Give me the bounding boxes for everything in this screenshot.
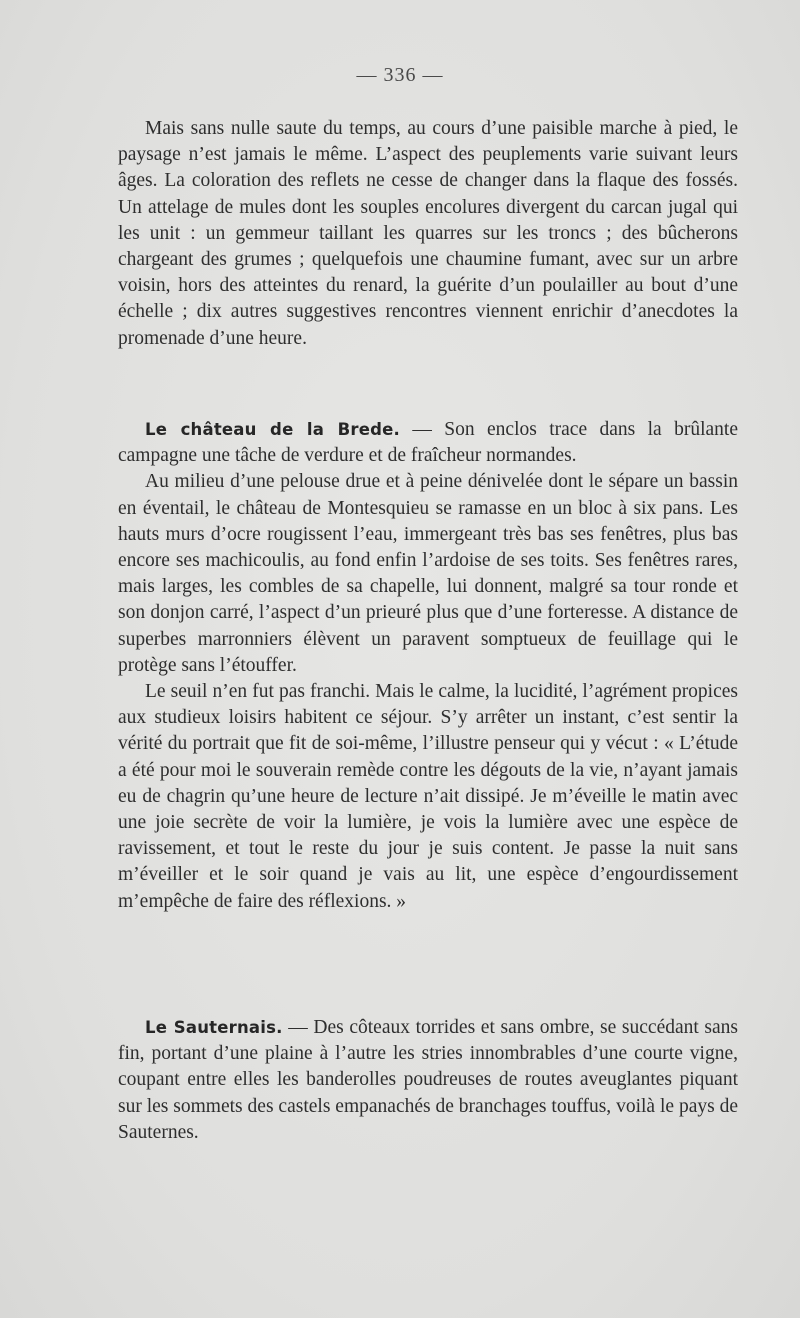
sauternais-text: — Des côteaux torrides et sans ombre, se succédant sans fin, portant d’une plaine à l’autre les stries innombrables d’une courte vigne, coupant entre elles les banderolles poudreuses de routes aveuglantes piquant sur les sommets des castels empanachés de branchages touffus, voilà le pays de Sauternes. — [118, 1017, 739, 1143]
page-number: — 336 — — [356, 64, 444, 86]
text-block-intro — [118, 116, 738, 352]
paragraph-chateau: Au milieu d’une pelouse drue et à peine dénivelée dont le sépare un bassin en éventail, le château de Montesquieu se ramasse en un bloc à six pans. Les hauts murs d’ocre rougissent l’eau, immergeant très bas ses fenêtres, plus bas encore ses machicoulis, au fond enfin l’ardoise de ses toits. Ses fenêtres rares, mais larges, les combles de sa chapelle, lui donnent, malgré sa tour ronde et son donjon carré, l’aspect d’un prieuré plus que d’une forteresse. A distance de superbes marronniers élèvent un paravent somptueux de feuillage qui le protège sans l’étouffer. — [118, 471, 738, 676]
section-brede — [118, 417, 738, 915]
section-heading-brede: Le château de la Brede. — [145, 420, 400, 439]
paragraph-montesquieu: Le seuil n’en fut pas franchi. Mais le calme, la lucidité, l’agrément propices aux studieux loisirs habitent ce séjour. S’y arrêter un instant, c’est sentir la vérité du portrait que fit de soi-même, l’illustre penseur qui y vécut : « L’étude a été pour moi le souverain remède contre les dégouts de la vie, n’ayant jamais eu de chagrin qu’une heure de lecture n’ait dissipé. Je m’éveille le matin avec une joie secrète de voir la lumière, je vois la lumière avec une espèce de ravissement, et tout le reste du jour je suis content. Je passe la nuit sans m’éveiller et le soir quand je vais au lit, une espèce d’engourdissement m’empêche de faire des réflexions. » — [118, 681, 738, 912]
section-sauternais — [118, 1015, 738, 1146]
paragraph-sauternais — [118, 1015, 738, 1146]
brede-lead-text: — Son enclos trace dans la brûlante campagne une tâche de verdure et de fraîcheur normandes. — [118, 419, 738, 467]
section-heading-sauternais: Le Sauternais. — [145, 1018, 283, 1037]
paragraph-brede-lead — [118, 417, 738, 469]
paragraph-walk: Mais sans nulle saute du temps, au cours d’une paisible marche à pied, le paysage n’est jamais le même. L’aspect des peuplements varie suivant leurs âges. La coloration des reflets ne cesse de changer dans la flaque des fossés. Un attelage de mules dont les souples encolures divergent du carcan jugal qui les unit : un gemmeur taillant les quarres sur les troncs ; des bûcherons chargeant des grumes ; quelquefois une chaumine fumant, avec sur un arbre voisin, hors des atteintes du renard, la guérite d’un poulailler au bout d’une échelle ; dix autres suggestives rencontres viennent enrichir d’anecdotes la promenade d’une heure. — [118, 118, 738, 349]
